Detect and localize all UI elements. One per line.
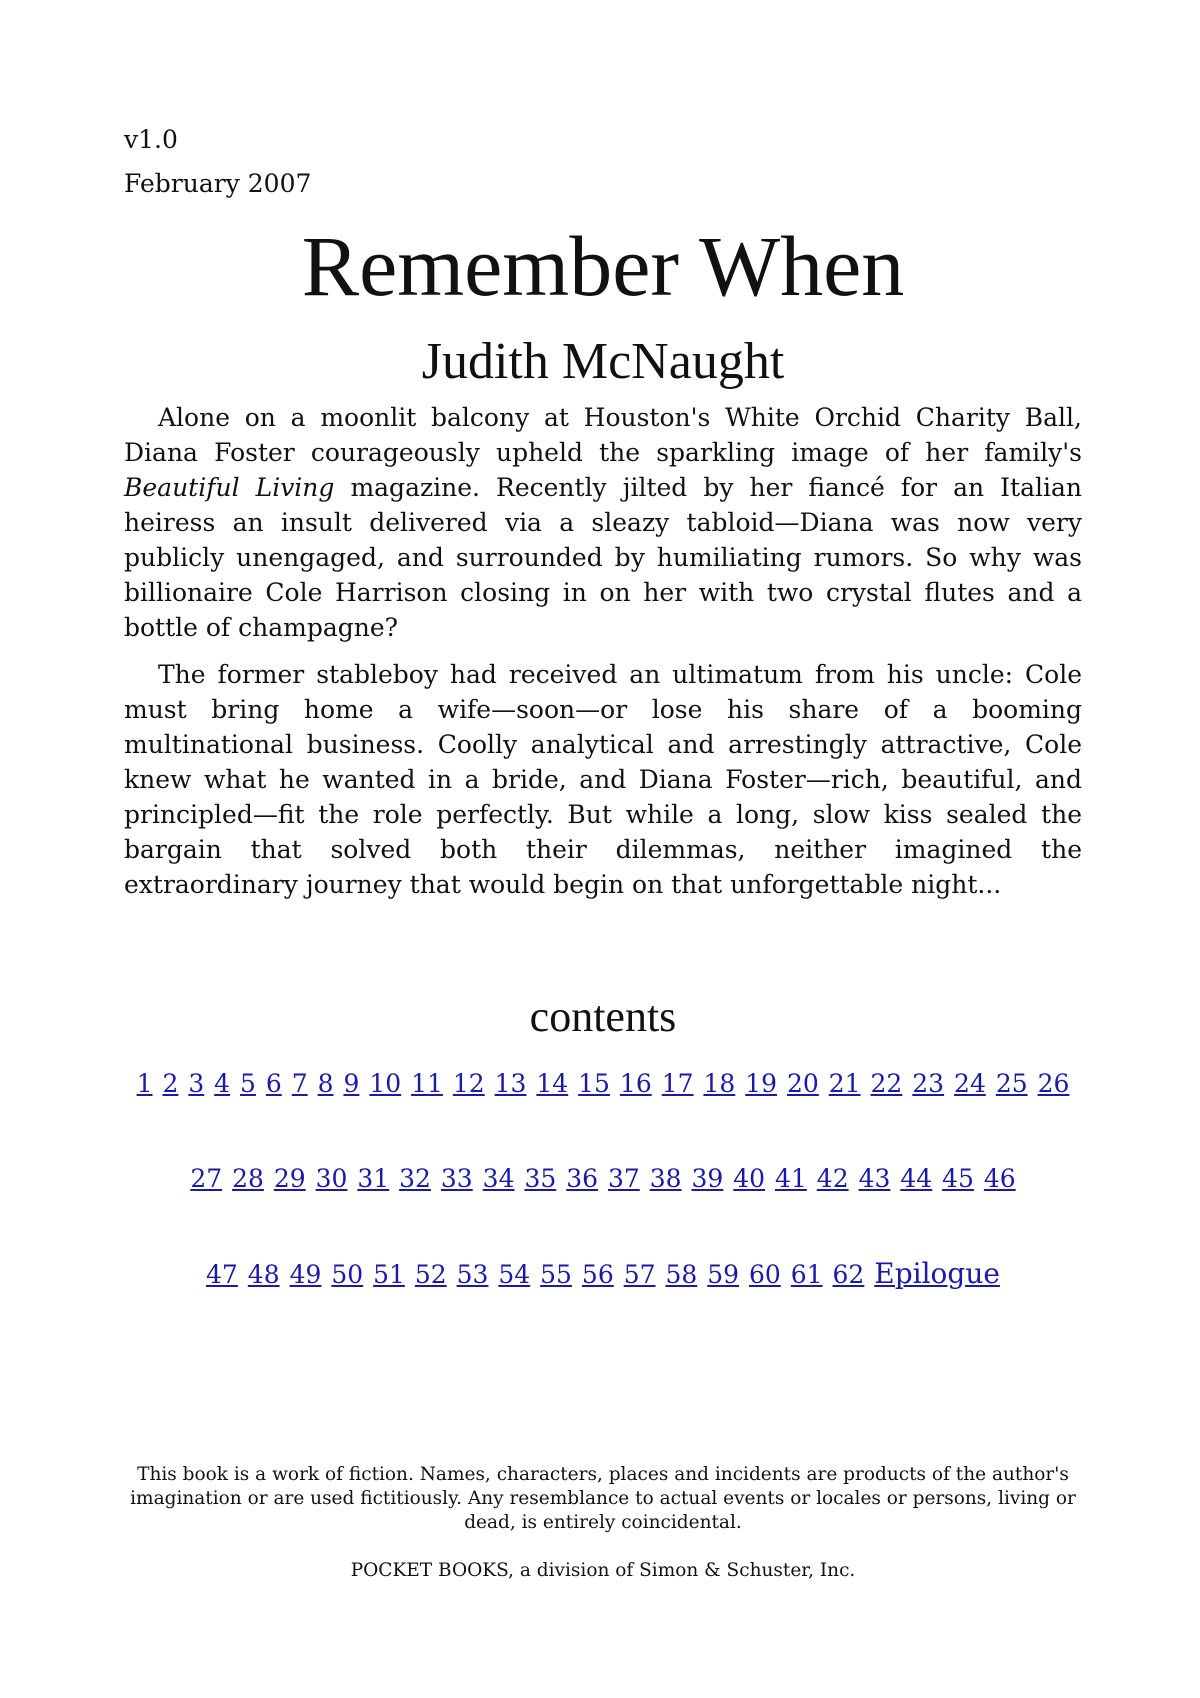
- toc-link-chapter-55[interactable]: 55: [540, 1260, 572, 1289]
- toc-link-chapter-31[interactable]: 31: [357, 1164, 390, 1193]
- toc-link-chapter-44[interactable]: 44: [900, 1164, 933, 1193]
- toc-link-chapter-61[interactable]: 61: [790, 1260, 823, 1289]
- toc-link-chapter-37[interactable]: 37: [607, 1164, 640, 1193]
- toc-link-chapter-3[interactable]: 3: [188, 1069, 205, 1098]
- book-front-matter: [124, 118, 1082, 1350]
- toc-link-epilogue[interactable]: Epilogue: [874, 1257, 1000, 1290]
- toc-link-chapter-35[interactable]: 35: [524, 1164, 557, 1193]
- toc-link-chapter-59[interactable]: 59: [707, 1260, 740, 1289]
- toc-link-chapter-23[interactable]: 23: [912, 1069, 945, 1098]
- toc-row-1: [124, 1064, 1082, 1104]
- toc-link-chapter-36[interactable]: 36: [566, 1164, 599, 1193]
- toc-link-chapter-22[interactable]: 22: [870, 1069, 903, 1098]
- toc-link-chapter-58[interactable]: 58: [665, 1260, 698, 1289]
- toc-link-chapter-46[interactable]: 46: [983, 1164, 1016, 1193]
- toc-link-chapter-60[interactable]: 60: [748, 1260, 781, 1289]
- toc-link-chapter-43[interactable]: 43: [858, 1164, 891, 1193]
- toc-link-chapter-30[interactable]: 30: [315, 1164, 348, 1193]
- toc-link-chapter-20[interactable]: 20: [786, 1069, 819, 1098]
- toc-link-chapter-1[interactable]: 1: [136, 1069, 153, 1098]
- toc-link-chapter-26[interactable]: 26: [1037, 1069, 1070, 1098]
- version-label: v1.0: [124, 125, 178, 154]
- blurb-paragraph-2: The former stableboy had received an ultimatum from his uncle: Cole must bring home a wife—soon—or lose his share of a booming multinational business. Coolly analytical and arrestingly attractive, Cole knew what he wanted in a bride, and Diana Foster—rich, beautiful, and principled—fit the role perfectly. But while a long, slow kiss sealed the bargain that solved both their dilemmas, neither imagined the extraordinary journey that would begin on that unforgettable night...: [124, 660, 1082, 899]
- toc-link-chapter-33[interactable]: 33: [440, 1164, 473, 1193]
- toc-link-chapter-56[interactable]: 56: [581, 1260, 614, 1289]
- toc-link-chapter-49[interactable]: 49: [289, 1260, 322, 1289]
- toc-link-chapter-14[interactable]: 14: [536, 1069, 569, 1098]
- toc-link-chapter-2[interactable]: 2: [162, 1069, 179, 1098]
- toc-link-chapter-4[interactable]: 4: [214, 1069, 231, 1098]
- magazine-name: Beautiful Living: [124, 473, 335, 502]
- toc-link-chapter-13[interactable]: 13: [494, 1069, 527, 1098]
- table-of-contents: [124, 1064, 1082, 1295]
- toc-link-chapter-29[interactable]: 29: [273, 1164, 306, 1193]
- toc-link-chapter-50[interactable]: 50: [331, 1260, 364, 1289]
- toc-link-chapter-39[interactable]: 39: [691, 1164, 724, 1193]
- toc-link-chapter-5[interactable]: 5: [240, 1069, 256, 1098]
- toc-link-chapter-54[interactable]: 54: [498, 1260, 531, 1289]
- toc-link-chapter-27[interactable]: 27: [190, 1164, 223, 1193]
- toc-link-chapter-51[interactable]: 51: [373, 1260, 405, 1289]
- toc-link-chapter-11[interactable]: 11: [411, 1069, 443, 1098]
- toc-link-chapter-32[interactable]: 32: [399, 1164, 431, 1193]
- toc-link-chapter-41[interactable]: 41: [775, 1164, 807, 1193]
- toc-row-3: [124, 1254, 1082, 1295]
- toc-link-chapter-16[interactable]: 16: [619, 1069, 652, 1098]
- toc-link-chapter-10[interactable]: 10: [369, 1069, 402, 1098]
- blurb-p1-text-a: Alone on a moonlit balcony at Houston's White Orchid Charity Ball, Diana Foster courageously upheld the sparkling image of her family's: [124, 403, 1082, 467]
- toc-link-chapter-7[interactable]: 7: [291, 1069, 308, 1098]
- toc-link-chapter-40[interactable]: 40: [733, 1164, 766, 1193]
- book-title: Remember When: [301, 218, 905, 314]
- publisher-line: POCKET BOOKS, a division of Simon & Schuster, Inc.: [350, 1560, 856, 1581]
- toc-link-chapter-57[interactable]: 57: [623, 1260, 656, 1289]
- toc-link-chapter-48[interactable]: 48: [247, 1260, 280, 1289]
- toc-link-chapter-52[interactable]: 52: [414, 1260, 447, 1289]
- toc-link-chapter-42[interactable]: 42: [816, 1164, 849, 1193]
- toc-link-chapter-17[interactable]: 17: [661, 1069, 694, 1098]
- toc-link-chapter-21[interactable]: 21: [828, 1069, 861, 1098]
- book-author: Judith McNaught: [421, 333, 785, 390]
- toc-link-chapter-38[interactable]: 38: [649, 1164, 682, 1193]
- toc-link-chapter-47[interactable]: 47: [206, 1260, 238, 1289]
- toc-row-2: [124, 1159, 1082, 1199]
- toc-link-chapter-24[interactable]: 24: [954, 1069, 986, 1098]
- contents-heading: contents: [529, 992, 677, 1041]
- book-blurb: [124, 400, 1082, 902]
- toc-link-chapter-62[interactable]: 62: [832, 1260, 865, 1289]
- blurb-paragraph-1: [124, 400, 1082, 645]
- release-date: February 2007: [124, 169, 312, 198]
- toc-link-chapter-6[interactable]: 6: [265, 1069, 282, 1098]
- blurb-p1-text-b: magazine. Recently jilted by her fiancé for an Italian heiress an insult delivered via a sleazy tabloid—Diana was now very publicly unengaged, and surrounded by humiliating rumors. So why was billionaire Cole Harrison closing in on her with two crystal flutes and a bottle of champagne?: [124, 473, 1082, 642]
- toc-link-chapter-19[interactable]: 19: [745, 1069, 778, 1098]
- toc-link-chapter-8[interactable]: 8: [317, 1069, 334, 1098]
- toc-link-chapter-18[interactable]: 18: [703, 1069, 736, 1098]
- toc-link-chapter-45[interactable]: 45: [942, 1164, 974, 1193]
- toc-link-chapter-25[interactable]: 25: [995, 1069, 1028, 1098]
- toc-link-chapter-28[interactable]: 28: [232, 1164, 264, 1193]
- legal-notice: [124, 1463, 1082, 1607]
- toc-link-chapter-53[interactable]: 53: [456, 1260, 489, 1289]
- fiction-disclaimer: This book is a work of fiction. Names, characters, places and incidents are products of the author's imagination or are used fictitiously. Any resemblance to actual events or locales or persons, living or dead, is entirely coincidental.: [130, 1464, 1076, 1533]
- toc-link-chapter-12[interactable]: 12: [452, 1069, 485, 1098]
- toc-link-chapter-34[interactable]: 34: [482, 1164, 515, 1193]
- toc-link-chapter-15[interactable]: 15: [578, 1069, 610, 1098]
- toc-link-chapter-9[interactable]: 9: [343, 1069, 360, 1098]
